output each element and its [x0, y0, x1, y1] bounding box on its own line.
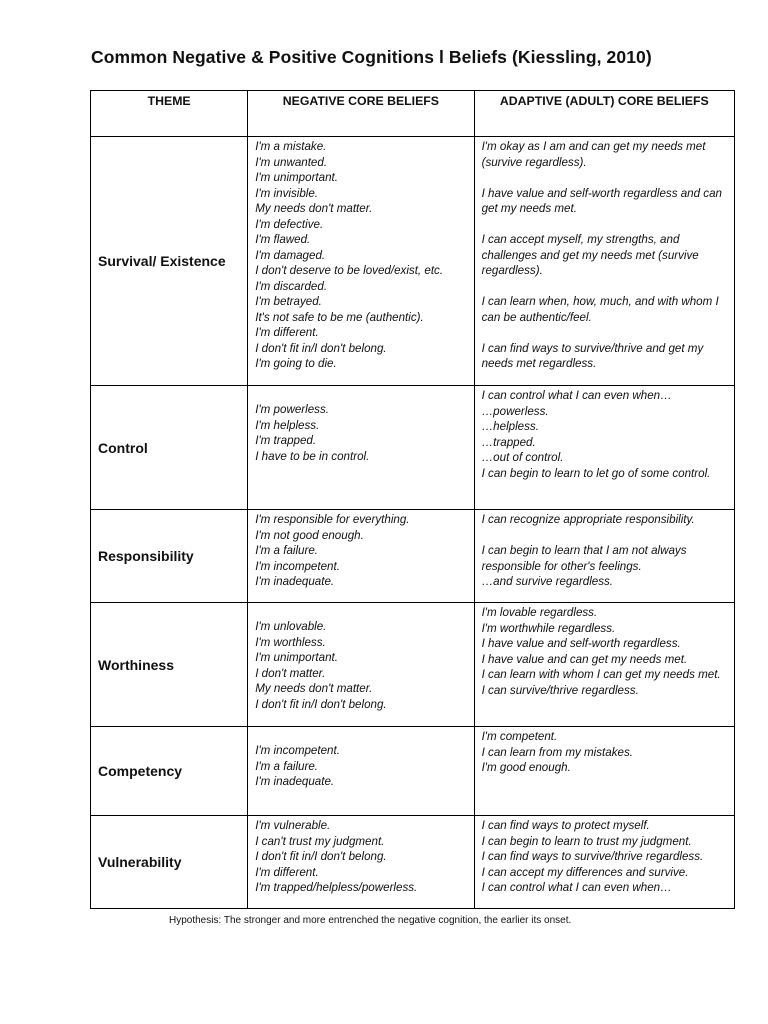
negative-belief-item: It's not safe to be me (authentic).: [255, 310, 424, 324]
negative-beliefs-cell: [248, 727, 474, 816]
negative-belief-item: I'm powerless.: [255, 403, 329, 416]
negative-belief-item: I can't trust my judgment.: [255, 834, 385, 848]
adaptive-belief-item: I can learn from my mistakes.: [481, 745, 633, 759]
spacer: [482, 217, 729, 233]
table-row: [91, 603, 735, 727]
adaptive-belief-item: …powerless.: [481, 404, 549, 418]
spacer: [482, 279, 729, 295]
theme-cell: Survival/ Existence: [91, 137, 248, 386]
negative-belief-item: I'm damaged.: [255, 248, 326, 262]
negative-belief-item: I'm defective.: [255, 217, 324, 231]
negative-beliefs-cell: [248, 603, 474, 727]
negative-belief-item: I don't deserve to be loved/exist, etc.: [255, 264, 444, 277]
negative-belief-item: I have to be in control.: [255, 449, 370, 463]
negative-belief-item: I'm unimportant.: [255, 651, 338, 664]
adaptive-belief-item: …helpless.: [481, 420, 539, 433]
theme-cell: Control: [91, 386, 248, 510]
negative-belief-item: I'm a failure.: [255, 544, 319, 557]
adaptive-beliefs-cell: [474, 137, 734, 386]
adaptive-belief-item: I have value and self-worth regardless and can get my needs met.: [481, 186, 722, 215]
negative-belief-item: I'm incompetent.: [255, 744, 340, 757]
negative-belief-item: I'm not good enough.: [255, 528, 364, 542]
negative-belief-item: I'm betrayed.: [255, 295, 322, 308]
table-row: [91, 137, 735, 386]
negative-beliefs-cell: [248, 510, 474, 603]
negative-belief-item: I don't fit in/I don't belong.: [255, 697, 387, 711]
adaptive-belief-item: I can accept myself, my strengths, and challenges and get my needs met (survive regardless).: [481, 233, 699, 277]
adaptive-belief-item: I can begin to learn that I am not always responsible for other's feelings.: [481, 544, 687, 573]
negative-belief-item: I'm a mistake.: [255, 140, 327, 153]
negative-belief-item: I'm different.: [255, 865, 319, 879]
adaptive-beliefs-cell: [474, 510, 734, 603]
adaptive-beliefs-cell: [474, 816, 734, 909]
negative-belief-item: I'm going to die.: [255, 357, 337, 370]
footnote: Hypothesis: The stronger and more entrenched the negative cognition, the earlier its onset.: [169, 915, 572, 926]
theme-cell: Worthiness: [91, 603, 248, 727]
negative-belief-item: I'm a failure.: [255, 759, 319, 773]
adaptive-beliefs-cell: [474, 727, 734, 816]
adaptive-belief-item: I have value and can get my needs met.: [481, 652, 688, 666]
adaptive-belief-item: I can control what I can even when…: [481, 389, 672, 402]
negative-belief-item: I'm different.: [255, 326, 319, 339]
adaptive-belief-item: …out of control.: [481, 451, 564, 464]
negative-belief-item: I'm flawed.: [255, 233, 311, 246]
adaptive-belief-item: I'm lovable regardless.: [481, 606, 598, 619]
negative-beliefs-cell: [248, 386, 474, 510]
negative-belief-item: I'm vulnerable.: [255, 819, 331, 832]
header-adaptive: ADAPTIVE (ADULT) CORE BELIEFS: [474, 91, 734, 137]
spacer: [482, 170, 729, 186]
negative-belief-item: I'm discarded.: [255, 279, 328, 293]
adaptive-beliefs-cell: [474, 603, 734, 727]
adaptive-belief-item: …and survive regardless.: [481, 575, 614, 588]
adaptive-belief-item: I can find ways to protect myself.: [481, 819, 650, 832]
adaptive-belief-item: I can begin to learn to trust my judgment.: [481, 834, 692, 848]
page-title: Common Negative & Positive Cognitions l Beliefs (Kiessling, 2010): [91, 47, 652, 67]
negative-belief-item: I'm unimportant.: [255, 171, 338, 184]
negative-belief-item: I'm unwanted.: [255, 155, 328, 169]
table-header-row: [91, 91, 735, 137]
adaptive-belief-item: I can learn when, how, much, and with whom I can be authentic/feel.: [481, 295, 719, 324]
negative-belief-item: I'm helpless.: [255, 418, 320, 432]
negative-belief-item: I'm trapped.: [255, 434, 317, 447]
table-row: [91, 727, 735, 816]
header-negative: NEGATIVE CORE BELIEFS: [248, 91, 474, 137]
adaptive-belief-item: I have value and self-worth regardless.: [481, 637, 681, 650]
adaptive-belief-item: I'm worthwhile regardless.: [481, 621, 616, 635]
adaptive-belief-item: I can find ways to survive/thrive and get my needs met regardless.: [481, 341, 704, 370]
adaptive-belief-item: I can accept my differences and survive.: [481, 865, 689, 879]
negative-belief-item: I'm responsible for everything.: [255, 513, 410, 526]
beliefs-table: [90, 90, 735, 909]
negative-belief-item: I'm unlovable.: [255, 620, 327, 633]
adaptive-belief-item: I can survive/thrive regardless.: [481, 683, 639, 697]
negative-belief-item: I don't matter.: [255, 666, 326, 680]
negative-belief-item: I'm incompetent.: [255, 559, 340, 573]
negative-belief-item: I don't fit in/I don't belong.: [255, 341, 387, 355]
header-theme: THEME: [91, 91, 248, 137]
table-body: [91, 137, 735, 909]
table-row: [91, 510, 735, 603]
negative-beliefs-cell: [248, 816, 474, 909]
negative-belief-item: I don't fit in/I don't belong.: [255, 850, 387, 863]
negative-beliefs-cell: [248, 137, 474, 386]
table-row: [91, 386, 735, 510]
negative-belief-item: I'm worthless.: [255, 635, 326, 649]
adaptive-belief-item: I can recognize appropriate responsibility.: [481, 513, 695, 526]
adaptive-belief-item: I'm okay as I am and can get my needs met (survive regardless).: [481, 140, 706, 169]
spacer: [482, 325, 729, 341]
adaptive-beliefs-cell: [474, 386, 734, 510]
adaptive-belief-item: I can begin to learn to let go of some control.: [481, 466, 711, 480]
negative-belief-item: I'm inadequate.: [255, 575, 335, 588]
table-row: [91, 816, 735, 909]
theme-cell: Vulnerability: [91, 816, 248, 909]
spacer: [482, 528, 729, 544]
adaptive-belief-item: I'm competent.: [481, 730, 558, 743]
adaptive-belief-item: I can control what I can even when…: [481, 881, 672, 894]
adaptive-belief-item: I can learn with whom I can get my needs met.: [481, 668, 721, 681]
theme-cell: Competency: [91, 727, 248, 816]
negative-belief-item: My needs don't matter.: [255, 202, 373, 215]
negative-belief-item: I'm inadequate.: [255, 775, 335, 788]
adaptive-belief-item: …trapped.: [481, 435, 536, 449]
adaptive-belief-item: I'm good enough.: [481, 761, 571, 774]
negative-belief-item: I'm invisible.: [255, 186, 319, 200]
theme-cell: Responsibility: [91, 510, 248, 603]
negative-belief-item: I'm trapped/helpless/powerless.: [255, 881, 418, 894]
negative-belief-item: My needs don't matter.: [255, 682, 373, 695]
adaptive-belief-item: I can find ways to survive/thrive regardless.: [481, 850, 704, 863]
